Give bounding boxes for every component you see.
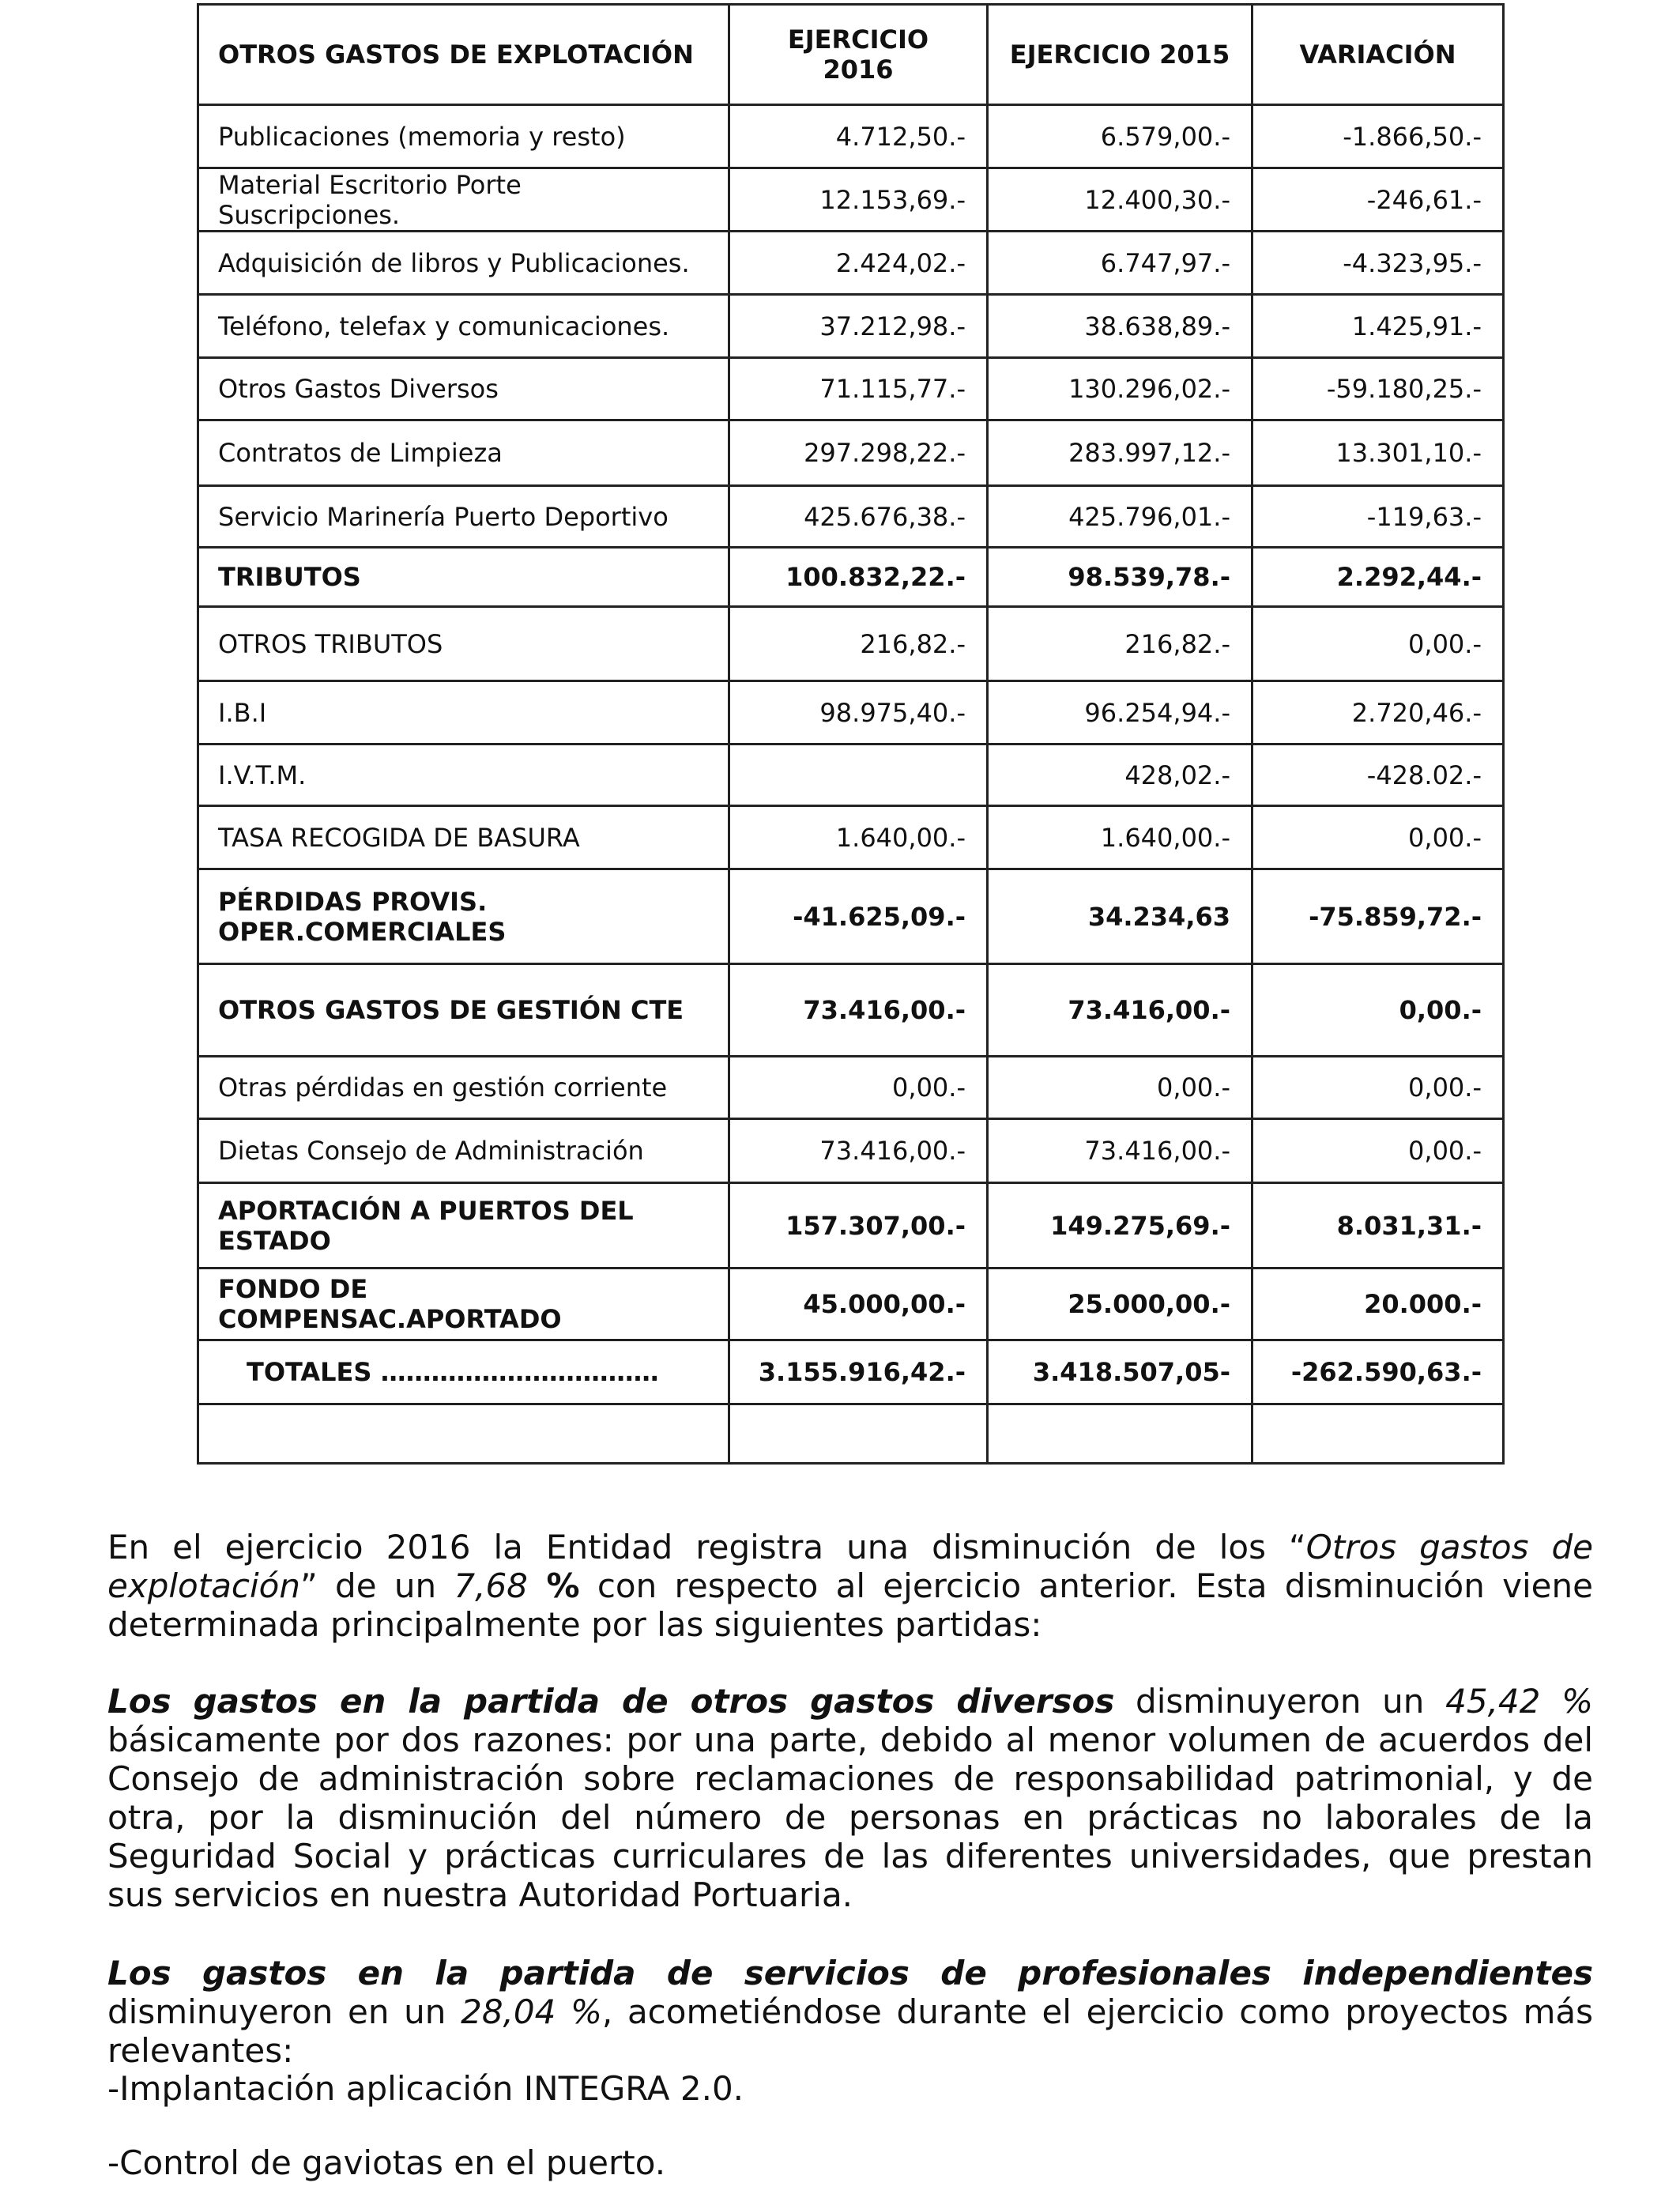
table-row — [198, 168, 1504, 232]
row-variacion: 8.031,31.- — [1252, 1183, 1504, 1269]
row-value-2016: 3.155.916,42.- — [729, 1340, 988, 1404]
row-value-2016: 37.212,98.- — [729, 295, 988, 358]
para3-lead: Los gastos en la partida de servicios de profesionales independientes — [107, 1954, 1593, 1992]
row-value-2015 — [988, 1404, 1252, 1464]
row-value-2016: 12.153,69.- — [729, 168, 988, 232]
para1-italic-title: Otros gastos de explotación — [107, 1528, 1593, 1605]
row-variacion: -119,63.- — [1252, 486, 1504, 548]
row-variacion: 2.292,44.- — [1252, 548, 1504, 607]
row-value-2015: 130.296,02.- — [988, 358, 1252, 420]
row-label: OTROS GASTOS DE GESTIÓN CTE — [198, 964, 729, 1057]
row-value-2016 — [729, 1404, 988, 1464]
row-value-2015: 38.638,89.- — [988, 295, 1252, 358]
row-label: Dietas Consejo de Administración — [198, 1119, 729, 1183]
row-value-2016: 0,00.- — [729, 1057, 988, 1119]
row-variacion: 0,00.- — [1252, 806, 1504, 869]
row-label: FONDO DE COMPENSAC.APORTADO — [198, 1269, 729, 1340]
table-row — [198, 964, 1504, 1057]
table-row — [198, 358, 1504, 420]
row-variacion: -4.323,95.- — [1252, 232, 1504, 295]
row-value-2016: 216,82.- — [729, 607, 988, 681]
table-row — [198, 1183, 1504, 1269]
row-value-2015: 34.234,63 — [988, 869, 1252, 964]
row-value-2016: 157.307,00.- — [729, 1183, 988, 1269]
row-value-2015: 73.416,00.- — [988, 1119, 1252, 1183]
header-ejercicio-2016: EJERCICIO 2016 — [729, 5, 988, 105]
row-variacion: 13.301,10.- — [1252, 420, 1504, 486]
row-variacion: 0,00.- — [1252, 1119, 1504, 1183]
table-row — [198, 869, 1504, 964]
row-variacion: -59.180,25.- — [1252, 358, 1504, 420]
row-label — [198, 1404, 729, 1464]
row-value-2015: 0,00.- — [988, 1057, 1252, 1119]
row-value-2015: 216,82.- — [988, 607, 1252, 681]
row-label: I.B.I — [198, 681, 729, 745]
row-variacion: 1.425,91.- — [1252, 295, 1504, 358]
row-label: PÉRDIDAS PROVIS. OPER.COMERCIALES — [198, 869, 729, 964]
para2-lead: Los gastos en la partida de otros gastos diversos — [107, 1682, 1115, 1721]
row-value-2016: 45.000,00.- — [729, 1269, 988, 1340]
row-label: Adquisición de libros y Publicaciones. — [198, 232, 729, 295]
para1-text-1: En el ejercicio 2016 la Entidad registra una disminución de los “ — [107, 1528, 1306, 1566]
para2-text-1: disminuyeron un — [1114, 1682, 1446, 1721]
row-label: APORTACIÓN A PUERTOS DEL ESTADO — [198, 1183, 729, 1269]
table-row — [198, 105, 1504, 168]
table-row — [198, 1269, 1504, 1340]
row-variacion — [1252, 1404, 1504, 1464]
row-variacion: -1.866,50.- — [1252, 105, 1504, 168]
row-value-2015: 1.640,00.- — [988, 806, 1252, 869]
row-value-2015: 3.418.507,05- — [988, 1340, 1252, 1404]
row-value-2016: 2.424,02.- — [729, 232, 988, 295]
table-header-row — [198, 5, 1504, 105]
row-variacion: 0,00.- — [1252, 1057, 1504, 1119]
para1-italic-value: 7,68 — [454, 1566, 528, 1605]
row-value-2016: 4.712,50.- — [729, 105, 988, 168]
row-variacion: -246,61.- — [1252, 168, 1504, 232]
row-variacion: 20.000.- — [1252, 1269, 1504, 1340]
row-value-2015: 6.579,00.- — [988, 105, 1252, 168]
row-value-2016: 425.676,38.- — [729, 486, 988, 548]
row-value-2016 — [729, 745, 988, 806]
row-label: TASA RECOGIDA DE BASURA — [198, 806, 729, 869]
row-variacion: 0,00.- — [1252, 964, 1504, 1057]
row-value-2016: 297.298,22.- — [729, 420, 988, 486]
table-row — [198, 806, 1504, 869]
row-value-2015: 283.997,12.- — [988, 420, 1252, 486]
para1-text-3: con respecto al ejercicio anterior. Esta disminución viene determinada principalmente por las siguientes partidas: — [107, 1566, 1593, 1644]
row-value-2015: 12.400,30.- — [988, 168, 1252, 232]
row-value-2016: -41.625,09.- — [729, 869, 988, 964]
para3-text-2: , acometiéndose durante el ejercicio como proyectos más relevantes: — [107, 1992, 1594, 2070]
table-row — [198, 420, 1504, 486]
row-label: Material Escritorio Porte Suscripciones. — [198, 168, 729, 232]
row-label: Servicio Marinería Puerto Deportivo — [198, 486, 729, 548]
row-value-2016: 71.115,77.- — [729, 358, 988, 420]
table-row — [198, 486, 1504, 548]
paragraph-profesionales — [107, 1954, 1593, 2070]
row-variacion: 0,00.- — [1252, 607, 1504, 681]
row-value-2015: 425.796,01.- — [988, 486, 1252, 548]
bullet-gaviotas: -Control de gaviotas en el puerto. — [107, 2143, 666, 2182]
row-label: Otros Gastos Diversos — [198, 358, 729, 420]
bullet-integra: -Implantación aplicación INTEGRA 2.0. — [107, 2069, 744, 2108]
table-row — [198, 1057, 1504, 1119]
row-value-2015: 6.747,97.- — [988, 232, 1252, 295]
row-label: OTROS TRIBUTOS — [198, 607, 729, 681]
row-label: Publicaciones (memoria y resto) — [198, 105, 729, 168]
row-label: TOTALES …………………………… — [198, 1340, 729, 1404]
paragraph-summary — [107, 1528, 1593, 1644]
row-label: I.V.T.M. — [198, 745, 729, 806]
row-variacion: -75.859,72.- — [1252, 869, 1504, 964]
table-row — [198, 607, 1504, 681]
para3-text-1: disminuyeron en un — [107, 1992, 461, 2031]
table-row — [198, 681, 1504, 745]
row-value-2015: 96.254,94.- — [988, 681, 1252, 745]
row-label: Contratos de Limpieza — [198, 420, 729, 486]
row-value-2015: 25.000,00.- — [988, 1269, 1252, 1340]
table-row — [198, 745, 1504, 806]
row-value-2015: 73.416,00.- — [988, 964, 1252, 1057]
row-value-2016: 73.416,00.- — [729, 964, 988, 1057]
row-value-2016: 98.975,40.- — [729, 681, 988, 745]
row-variacion: 2.720,46.- — [1252, 681, 1504, 745]
header-concepto: OTROS GASTOS DE EXPLOTACIÓN — [198, 5, 729, 105]
row-value-2016: 100.832,22.- — [729, 548, 988, 607]
row-value-2016: 1.640,00.- — [729, 806, 988, 869]
table-row — [198, 1119, 1504, 1183]
para2-text-2: básicamente por dos razones: por una parte, debido al menor volumen de acuerdos del Consejo de administración sobre reclamaciones de responsabilidad patrimonial, y de otra, por la disminución del número de personas en prácticas no laborales de la Seguridad Social y prácticas curriculares de las diferentes universidades, que prestan sus servicios en nuestra Autoridad Portuaria. — [107, 1721, 1593, 1914]
table-row — [198, 232, 1504, 295]
para1-text-2: ” de un — [300, 1566, 454, 1605]
row-label: TRIBUTOS — [198, 548, 729, 607]
paragraph-gastos-diversos — [107, 1682, 1593, 1914]
row-label: Teléfono, telefax y comunicaciones. — [198, 295, 729, 358]
para2-italic-value: 45,42 % — [1445, 1682, 1594, 1721]
row-value-2015: 149.275,69.- — [988, 1183, 1252, 1269]
row-variacion: -262.590,63.- — [1252, 1340, 1504, 1404]
gastos-table — [197, 3, 1505, 1465]
table-row — [198, 548, 1504, 607]
row-label: Otras pérdidas en gestión corriente — [198, 1057, 729, 1119]
header-ejercicio-2015: EJERCICIO 2015 — [988, 5, 1252, 105]
table-row — [198, 1404, 1504, 1464]
table-row — [198, 295, 1504, 358]
para3-italic-value: 28,04 % — [461, 1992, 602, 2031]
row-value-2016: 73.416,00.- — [729, 1119, 988, 1183]
para1-percent: % — [527, 1566, 580, 1605]
header-variacion: VARIACIÓN — [1252, 5, 1504, 105]
row-value-2015: 428,02.- — [988, 745, 1252, 806]
row-value-2015: 98.539,78.- — [988, 548, 1252, 607]
row-variacion: -428.02.- — [1252, 745, 1504, 806]
table-row — [198, 1340, 1504, 1404]
